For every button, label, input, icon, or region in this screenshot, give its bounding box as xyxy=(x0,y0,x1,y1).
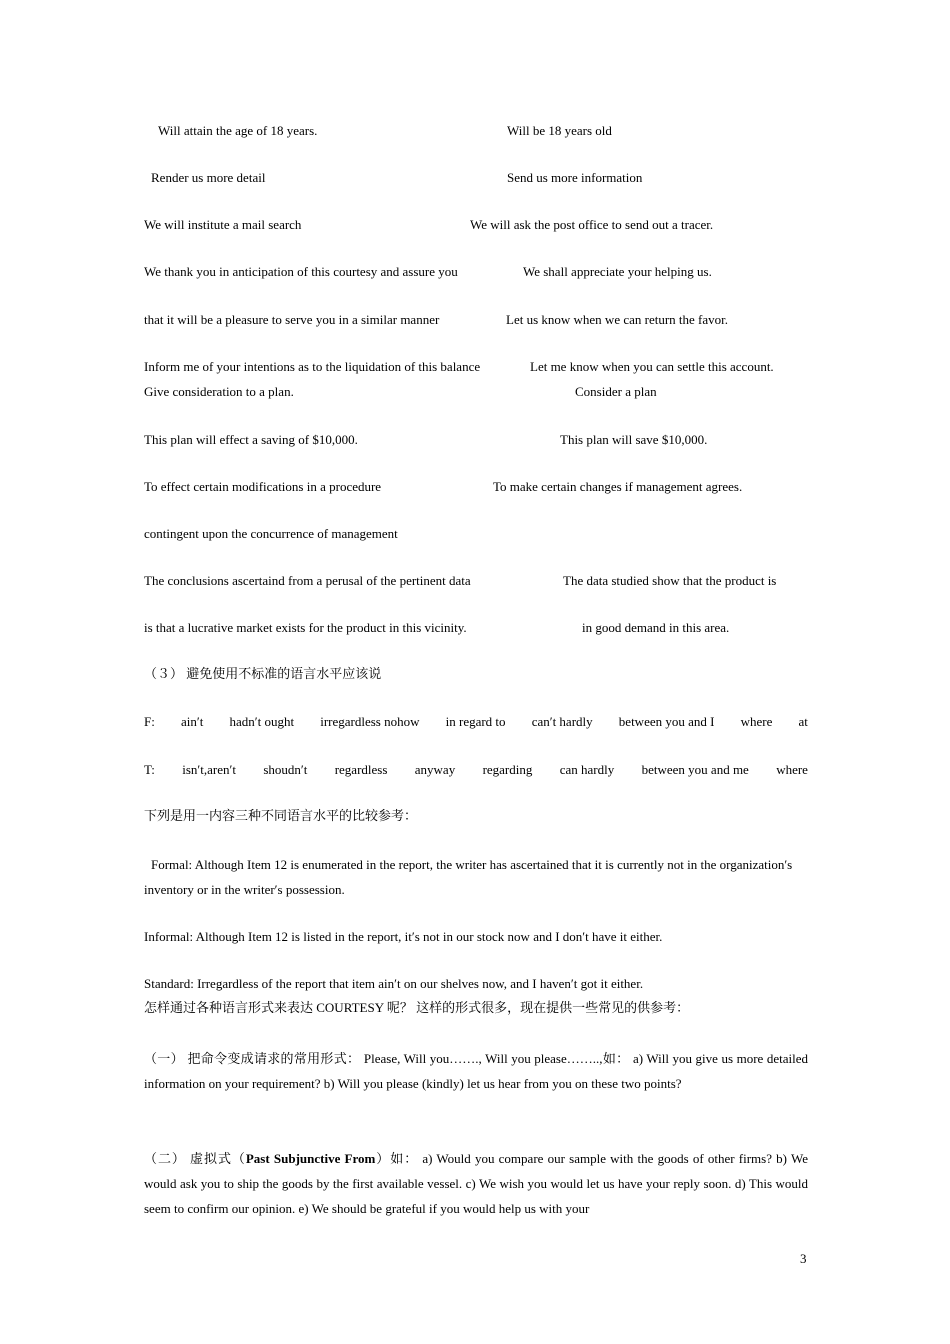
compare-heading: 下列是用一内容三种不同语言水平的比较参考： xyxy=(144,808,418,823)
subjunctive-bold-term: Past Subjunctive From xyxy=(245,1151,376,1166)
t-row-item: isn′t,aren′t xyxy=(182,762,236,777)
pair-right-2: Send us more information xyxy=(507,170,643,185)
f-row-item: at xyxy=(798,714,808,729)
courtesy-heading: 怎样通过各种语言形式来表达 COURTESY 呢？ 这样的形式很多，现在提供一些常见的供参考： xyxy=(144,1000,690,1015)
pair-left-6: Inform me of your intentions as to the liquidation of this balance xyxy=(144,359,481,374)
pair-right-1: Will be 18 years old xyxy=(507,123,612,138)
t-row-label: T: xyxy=(144,762,155,777)
t-row xyxy=(144,762,808,778)
formal-example: Formal: Although Item 12 is enumerated in the report, the writer has ascertained that it is currently not in the organization′s inventory or in the writer′s possession. xyxy=(144,857,793,897)
pair-right-12: in good demand in this area. xyxy=(582,620,730,635)
pair-left-1: Will attain the age of 18 years. xyxy=(158,123,318,138)
f-row-item: ain′t xyxy=(180,714,204,729)
pair-left-9: To effect certain modifications in a procedure xyxy=(144,479,382,494)
f-row-item: between you and I xyxy=(618,714,715,729)
informal-example: Informal: Although Item 12 is listed in the report, it′s not in our stock now and I don′t have it either. xyxy=(144,929,663,944)
t-row-item: shoudn′t xyxy=(263,762,308,777)
pair-left-8: This plan will effect a saving of $10,000. xyxy=(144,432,358,447)
f-row-item: irregardless nohow xyxy=(320,714,420,729)
t-row-item: between you and me xyxy=(641,762,749,777)
pair-left-11: The conclusions ascertaind from a perusal of the pertinent data xyxy=(144,573,471,588)
t-row-item: can hardly xyxy=(559,762,615,777)
pair-left-12: is that a lucrative market exists for the product in this vicinity. xyxy=(144,620,467,635)
f-row-item: can′t hardly xyxy=(531,714,593,729)
t-row-item: anyway xyxy=(414,762,456,777)
pair-left-5: that it will be a pleasure to serve you in a similar manner xyxy=(144,312,440,327)
paragraph-subjunctive xyxy=(144,1146,808,1221)
paragraph-requests: （一） 把命令变成请求的常用形式： Please, Will you……., Will you please……..,如： a) Will you give us more detailed information on your requirement? b) Will you please (kindly) let us hear from you on these two points? xyxy=(144,1051,808,1091)
pair-right-4: We shall appreciate your helping us. xyxy=(523,264,712,279)
pair-left-2: Render us more detail xyxy=(151,170,266,185)
pair-right-6: Let me know when you can settle this account. xyxy=(530,359,774,374)
pair-right-11: The data studied show that the product is xyxy=(563,573,777,588)
pair-left-4: We thank you in anticipation of this courtesy and assure you xyxy=(144,264,458,279)
f-row-item: where xyxy=(740,714,773,729)
pair-left-10: contingent upon the concurrence of management xyxy=(144,526,398,541)
subjunctive-body: ）如： a) Would you compare our sample with the goods of other firms? b) We would ask you to ship the goods by the first available vessel. c) We wish you would let us have your reply soon. d) This would seem to confirm our opinion. e) We should be grateful if you would help us with your xyxy=(144,1151,808,1216)
f-row xyxy=(144,714,808,730)
page-number: 3 xyxy=(800,1251,807,1266)
t-row-item: where xyxy=(776,762,808,777)
pair-right-5: Let us know when we can return the favor. xyxy=(506,312,729,327)
f-row-label: F: xyxy=(144,714,155,729)
f-row-item: in regard to xyxy=(445,714,506,729)
pair-right-7: Consider a plan xyxy=(575,384,657,399)
t-row-item: regarding xyxy=(482,762,533,777)
pair-right-8: This plan will save $10,000. xyxy=(560,432,708,447)
section-3-heading: （３） 避免使用不标准的语言水平应该说 xyxy=(144,666,382,681)
f-row-item: hadn′t ought xyxy=(229,714,295,729)
t-row-item: regardless xyxy=(334,762,388,777)
pair-left-7: Give consideration to a plan. xyxy=(144,384,294,399)
pair-left-3: We will institute a mail search xyxy=(144,217,302,232)
pair-right-3: We will ask the post office to send out a tracer. xyxy=(470,217,714,232)
subjunctive-prefix: （二） 虚拟式（ xyxy=(144,1151,246,1166)
pair-right-9: To make certain changes if management agrees. xyxy=(493,479,743,494)
standard-example: Standard: Irregardless of the report that item ain′t on our shelves now, and I haven′t got it either. xyxy=(144,976,644,991)
